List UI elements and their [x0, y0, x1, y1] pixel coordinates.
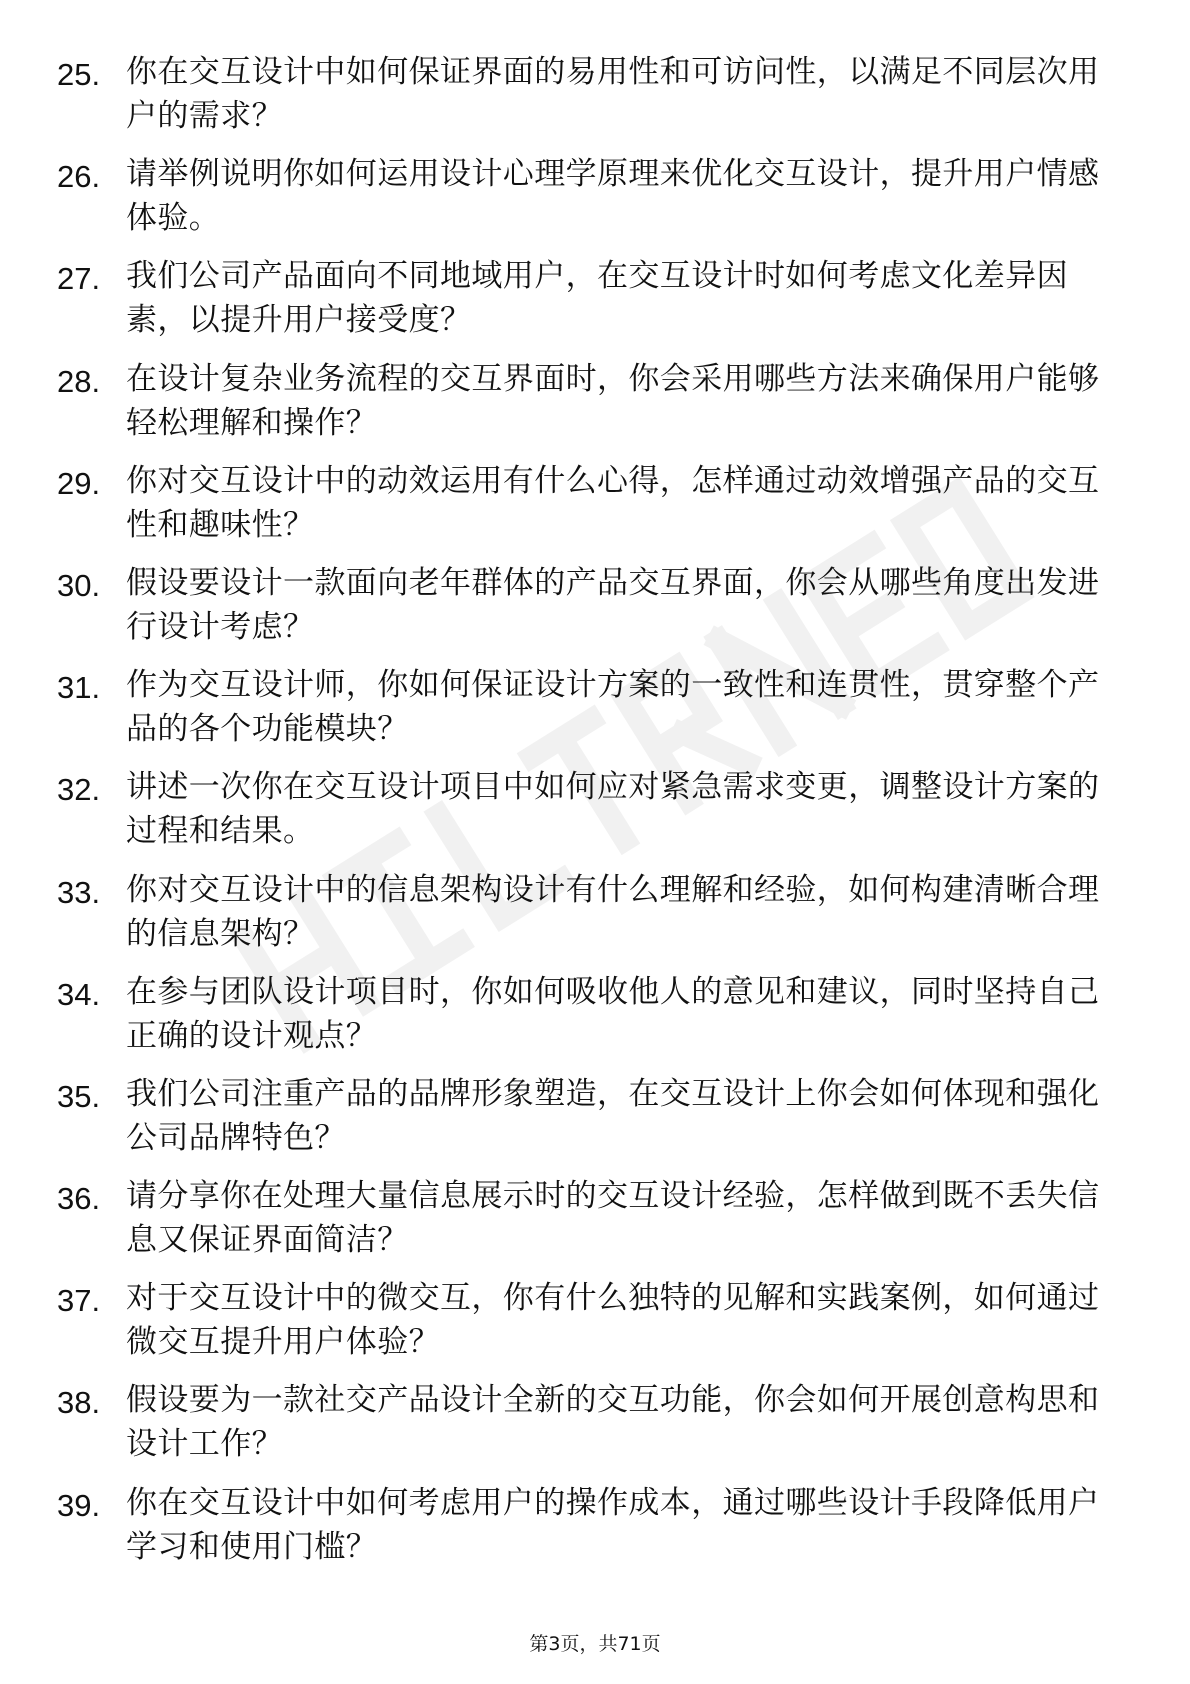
- question-number: 33.: [57, 874, 101, 910]
- question-number: 39.: [57, 1487, 101, 1523]
- question-text: 你对交互设计中的动效运用有什么心得，怎样通过动效增强产品的交互性和趣味性？: [126, 462, 1100, 543]
- question-number: 25.: [57, 57, 101, 92]
- question-text: 请分享你在处理大量信息展示时的交互设计经验，怎样做到既不丢失信息又保证界面简洁？: [126, 1178, 1100, 1259]
- question-number: 34.: [57, 976, 101, 1012]
- question-number: 37.: [57, 1283, 101, 1319]
- question-item: [0, 459, 1190, 561]
- question-text: 你对交互设计中的信息架构设计有什么理解和经验，如何构建清晰合理的信息架构？: [126, 871, 1100, 952]
- question-text: 你在交互设计中如何保证界面的易用性和可访问性，以满足不同层次用户的需求？: [126, 54, 1100, 134]
- page-number-footer: 第3页，共71页: [529, 1633, 661, 1655]
- question-item: [0, 868, 1190, 970]
- question-item: [0, 357, 1190, 459]
- question-text: 我们公司产品面向不同地域用户，在交互设计时如何考虑文化差异因素，以提升用户接受度？: [126, 258, 1068, 339]
- question-item: [0, 1276, 1190, 1378]
- question-number: 29.: [57, 465, 101, 501]
- question-text: 作为交互设计师，你如何保证设计方案的一致性和连贯性，贯穿整个产品的各个功能模块？: [126, 667, 1100, 748]
- question-item: [0, 1481, 1190, 1583]
- question-item: [0, 663, 1190, 765]
- question-text: 讲述一次你在交互设计项目中如何应对紧急需求变更，调整设计方案的过程和结果。: [126, 769, 1100, 850]
- question-number: 35.: [57, 1078, 101, 1114]
- question-item: [0, 561, 1190, 663]
- question-item: [0, 152, 1190, 254]
- question-item: [0, 1378, 1190, 1480]
- question-text: 在设计复杂业务流程的交互界面时，你会采用哪些方法来确保用户能够轻松理解和操作？: [126, 360, 1100, 441]
- question-number: 30.: [57, 567, 101, 603]
- question-number: 38.: [57, 1385, 101, 1421]
- question-number: 32.: [57, 772, 101, 808]
- question-text: 在参与团队设计项目时，你如何吸收他人的意见和建议，同时坚持自己正确的设计观点？: [126, 973, 1100, 1054]
- question-number: 26.: [57, 159, 101, 195]
- question-item: [0, 50, 1190, 152]
- question-number: 28.: [57, 363, 101, 399]
- question-text: 假设要设计一款面向老年群体的产品交互界面，你会从哪些角度出发进行设计考虑？: [126, 564, 1100, 645]
- question-number: 27.: [57, 261, 101, 297]
- question-text: 你在交互设计中如何考虑用户的操作成本，通过哪些设计手段降低用户学习和使用门槛？: [126, 1484, 1100, 1565]
- question-item: [0, 1072, 1190, 1174]
- question-list: [0, 50, 1190, 1583]
- question-text: 请举例说明你如何运用设计心理学原理来优化交互设计，提升用户情感体验。: [126, 156, 1100, 237]
- question-item: [0, 254, 1190, 356]
- question-text: 假设要为一款社交产品设计全新的交互功能，你会如何开展创意构思和设计工作？: [126, 1382, 1100, 1463]
- question-item: [0, 1174, 1190, 1276]
- question-item: [0, 970, 1190, 1072]
- question-item: [0, 765, 1190, 867]
- question-number: 31.: [57, 670, 101, 706]
- question-number: 36.: [57, 1181, 101, 1217]
- question-text: 我们公司注重产品的品牌形象塑造，在交互设计上你会如何体现和强化公司品牌特色？: [126, 1075, 1100, 1156]
- question-text: 对于交互设计中的微交互，你有什么独特的见解和实践案例，如何通过微交互提升用户体验？: [126, 1280, 1100, 1361]
